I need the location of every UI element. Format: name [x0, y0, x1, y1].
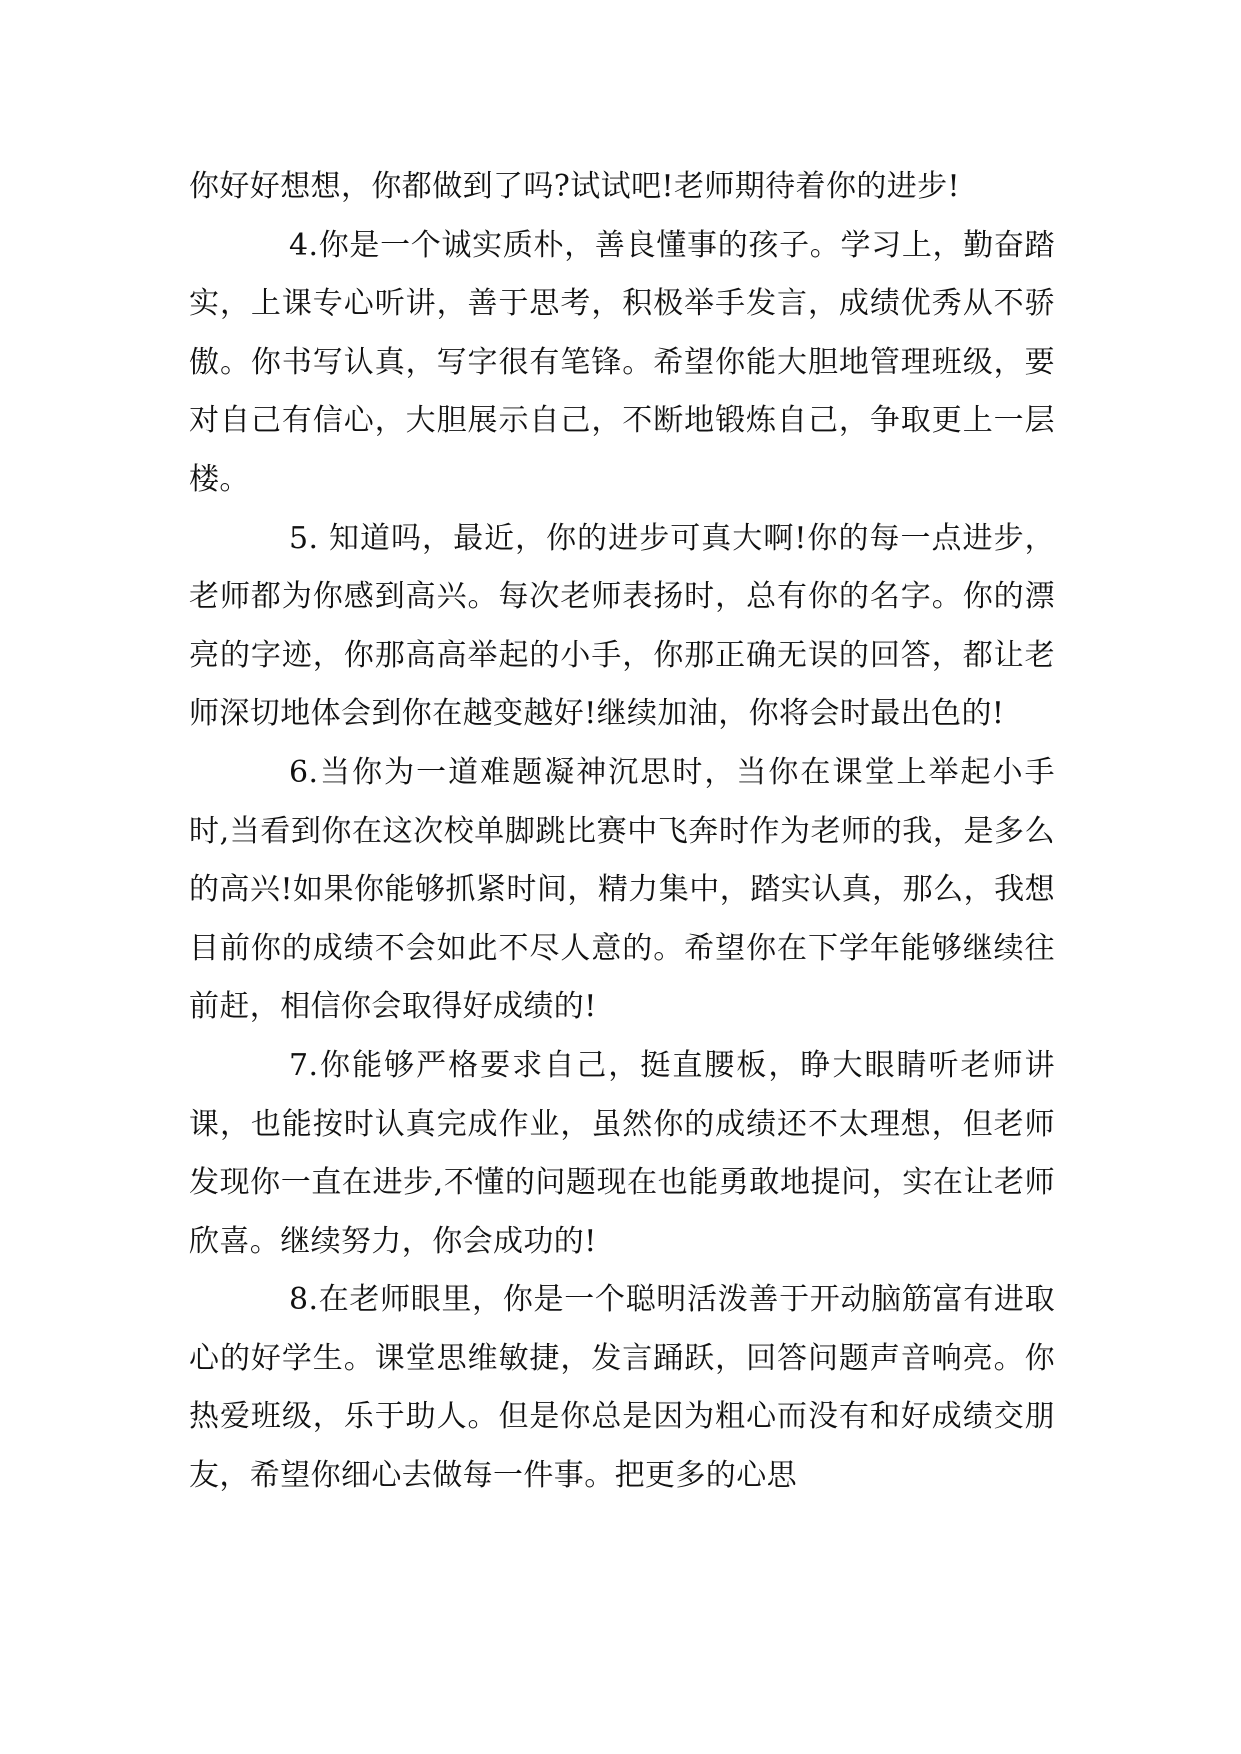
paragraph-item-8: 8.在老师眼里，你是一个聪明活泼善于开动脑筋富有进取心的好学生。课堂思维敏捷，发言踊跃，回答问题声音响亮。你热爱班级，乐于助人。但是你总是因为粗心而没有和好成绩交朋友，希望你细心去做每一件事。把更多的心思	[189, 1282, 1055, 1494]
paragraph-continuation: 你好好想想，你都做到了吗?试试吧!老师期待着你的进步!	[189, 169, 960, 204]
paragraph-item-5: 5. 知道吗，最近，你的进步可真大啊!你的每一点进步，老师都为你感到高兴。每次老师表扬时，总有你的名字。你的漂亮的字迹，你那高高举起的小手，你那正确无误的回答，都让老师深切地体会到你在越变越好!继续加油，你将会时最出色的!	[189, 520, 1055, 732]
paragraph-item-6: 6.当你为一道难题凝神沉思时，当你在课堂上举起小手时,当看到你在这次校单脚跳比赛中飞奔时作为老师的我，是多么的高兴!如果你能够抓紧时间，精力集中，踏实认真，那么，我想目前你的成绩不会如此不尽人意的。希望你在下学年能够继续往前赶，相信你会取得好成绩的!	[189, 754, 1055, 1025]
document-body	[189, 158, 1055, 1506]
paragraph-item-7: 7.你能够严格要求自己，挺直腰板，睁大眼睛听老师讲课，也能按时认真完成作业，虽然你的成绩还不太理想，但老师发现你一直在进步,不懂的问题现在也能勇敢地提问，实在让老师欣喜。继续努力，你会成功的!	[189, 1047, 1055, 1259]
paragraph-item-4: 4.你是一个诚实质朴，善良懂事的孩子。学习上，勤奋踏实，上课专心听讲，善于思考，积极举手发言，成绩优秀从不骄傲。你书写认真，写字很有笔锋。希望你能大胆地管理班级，要对自己有信心，大胆展示自己，不断地锻炼自己，争取更上一层楼。	[189, 227, 1055, 497]
